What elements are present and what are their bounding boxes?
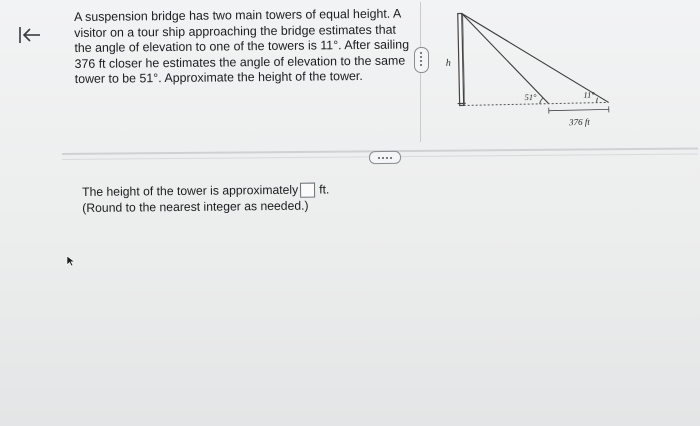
ground-line [464,102,609,105]
answer-section [82,181,330,216]
height-label: h [445,57,451,69]
question-text: A suspension bridge has two main towers of equal height. A visitor on a tour ship approaching the bridge estimates that the angle of elevation to one of the towers is 11°. After sailing 376 ft closer he estimates the angle of elevation to the same tower to be 51°. Approximate the height of the tower. [74,6,410,86]
horizontal-dots-icon[interactable] [369,151,401,164]
back-to-start-icon[interactable] [14,22,48,50]
answer-input[interactable] [300,182,315,197]
answer-unit: ft. [319,182,330,197]
mouse-pointer-icon [66,254,76,266]
angle-far-label: 11° [583,89,595,100]
answer-note: (Round to the nearest integer as needed.) [82,198,309,215]
bridge-tower-diagram [439,8,627,137]
distance-label: 376 ft [568,116,590,128]
answer-prefix: The height of the tower is approximately [82,182,299,199]
angle-near-label: 51° [524,91,537,103]
vertical-dots-icon[interactable] [414,47,429,73]
